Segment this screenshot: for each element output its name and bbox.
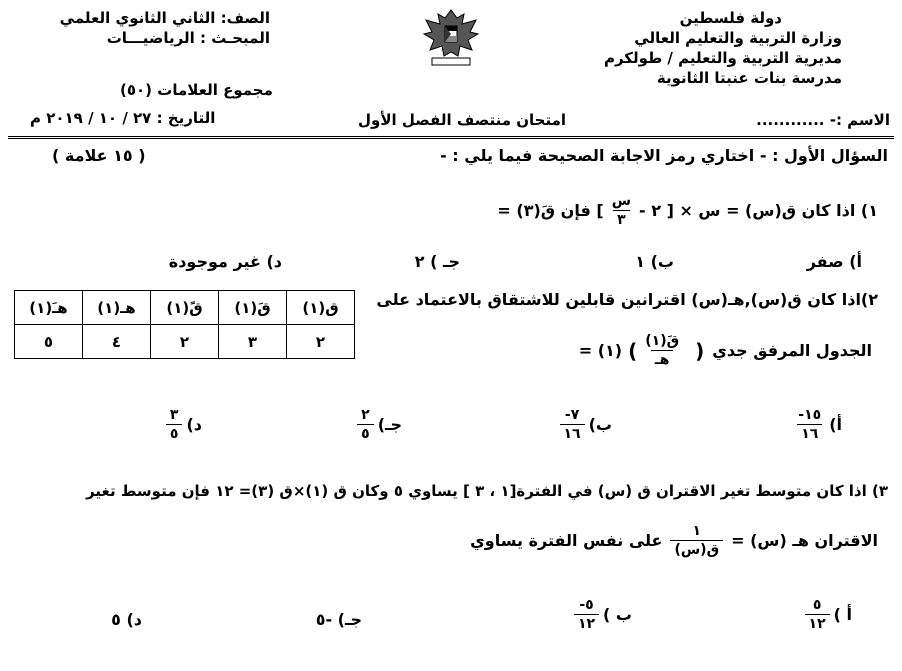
q1-frac-num: س [611, 193, 632, 209]
q2-option-b-den: ١٦ [560, 424, 585, 441]
header-divider [8, 136, 894, 139]
q2-option-d-den: ٥ [166, 424, 183, 441]
palestine-eagle-emblem [418, 6, 484, 68]
q3-option-a-label: أ ) [833, 605, 852, 624]
q2-option-c-den: ٥ [357, 424, 374, 441]
q1-stem-b: ] فإن قَ(٣) = [497, 201, 604, 220]
exam-title: امتحان منتصف الفصل الأول [358, 111, 567, 129]
q3-option-b-num: ٥- [579, 597, 594, 613]
q2-option-a-label: أ) [829, 415, 842, 434]
q3-frac-num: ١ [692, 523, 702, 539]
q1-option-b[interactable]: ب) ١ [635, 252, 674, 271]
q3-option-b-den: ١٢ [574, 614, 599, 631]
q3-option-b[interactable] [570, 598, 632, 631]
question-3-line1: ٣) اذا كان متوسط تغير الاقتران ق (س) في الفترة[١ ، ٣ ] يساوي ٥ وكان ق (١)×ق (٣)= ١٢ فإن متوسط تغير [86, 482, 888, 500]
q2-open-paren: ( [695, 338, 705, 363]
table-header-cell: هـ(١) [83, 291, 151, 325]
q1-option-a[interactable]: أ) صفر [806, 252, 862, 271]
q2-option-a[interactable] [790, 408, 842, 441]
student-name-field: الاسم :- ............ [756, 111, 890, 129]
q1-option-c[interactable]: جـ ) ٢ [414, 252, 460, 271]
q2-option-a-den: ١٦ [797, 424, 822, 441]
q2-option-c-num: ٢ [361, 407, 370, 423]
q2-option-d-num: ٣ [169, 407, 179, 423]
q3-option-c[interactable]: جـ) -٥ [315, 610, 362, 629]
q2-line2-end: (١) = [578, 341, 623, 360]
section-marks: ( ١٥ علامة ) [52, 146, 146, 165]
table-value-cell: ٣ [219, 325, 287, 359]
q1-fraction [608, 194, 635, 227]
ministry-name: وزارة التربية والتعليم العالي [634, 29, 842, 47]
header-left [59, 8, 270, 48]
section-title: السؤال الأول : - اختاري رمز الاجابة الصحيحة فيما يلي : - [440, 146, 888, 165]
exam-date: التاريخ : ٢٧ / ١٠ / ٢٠١٩ م [30, 109, 216, 127]
table-value-cell: ٢ [151, 325, 219, 359]
q3-fraction [670, 524, 723, 557]
q3-option-a[interactable] [801, 598, 852, 631]
subject-label: المبحـث : الرياضيـــات [106, 29, 270, 47]
question-2-line2 [579, 334, 872, 367]
q3-line2-b: على نفس الفترة يساوي [470, 531, 663, 550]
q2-option-b[interactable] [556, 408, 612, 441]
values-table [14, 290, 355, 359]
total-marks: مجموع العلامات (٥٠) [120, 81, 273, 99]
q1-frac-den: ٣ [613, 210, 630, 227]
q3-option-d[interactable]: د) ٥ [111, 610, 142, 629]
table-header-row [15, 291, 355, 325]
q3-line2-a: الاقتران هـ (س) = [731, 531, 878, 550]
table-header-cell: هـَ(١) [15, 291, 83, 325]
q2-line2-text: الجدول المرفق جدي [712, 341, 872, 360]
state-name: دولة فلسطين [679, 9, 782, 27]
q2-option-d-label: د) [186, 415, 202, 434]
table-header-cell: ق(١) [287, 291, 355, 325]
q2-option-b-label: ب) [588, 415, 612, 434]
q2-close-paren: ) [628, 338, 638, 363]
q2-frac-num: قَ(١) [645, 333, 680, 349]
grade-label: الصف: الثاني الثانوي العلمي [59, 9, 270, 27]
table-value-row [15, 325, 355, 359]
question-2-line1: ٢)اذا كان ق(س),هـ(س) اقترانين قابلين للاشتقاق بالاعتماد على [376, 290, 878, 309]
question-1-stem [497, 194, 878, 227]
table-value-cell: ٤ [83, 325, 151, 359]
q3-option-a-num: ٥ [812, 597, 822, 613]
q1-option-d[interactable]: د) غير موجودة [168, 252, 282, 271]
table-value-cell: ٢ [287, 325, 355, 359]
school-name: مدرسة بنات عنبتا الثانوية [656, 69, 842, 87]
q2-option-a-num: ١٥- [798, 407, 822, 423]
q2-option-d[interactable] [162, 408, 202, 441]
q1-stem-a: ١) اذا كان ق(س) = س × [ ٢ - [639, 201, 878, 220]
q3-option-b-label: ب ) [603, 605, 632, 624]
question-3-line2 [470, 524, 878, 557]
q2-option-c[interactable] [353, 408, 402, 441]
directorate-name: مديرية التربية والتعليم / طولكرم [603, 49, 842, 67]
q2-fraction [641, 334, 683, 367]
q2-option-c-label: جـ) [377, 415, 402, 434]
q3-option-a-den: ١٢ [805, 614, 830, 631]
q3-frac-den: ق(س) [670, 540, 723, 557]
table-header-cell: قَ(١) [219, 291, 287, 325]
table-value-cell: ٥ [15, 325, 83, 359]
q2-frac-den: هـ [651, 350, 674, 367]
table-header-cell: قً(١) [151, 291, 219, 325]
q2-option-b-num: ٧- [564, 407, 580, 423]
header-right [604, 8, 842, 88]
